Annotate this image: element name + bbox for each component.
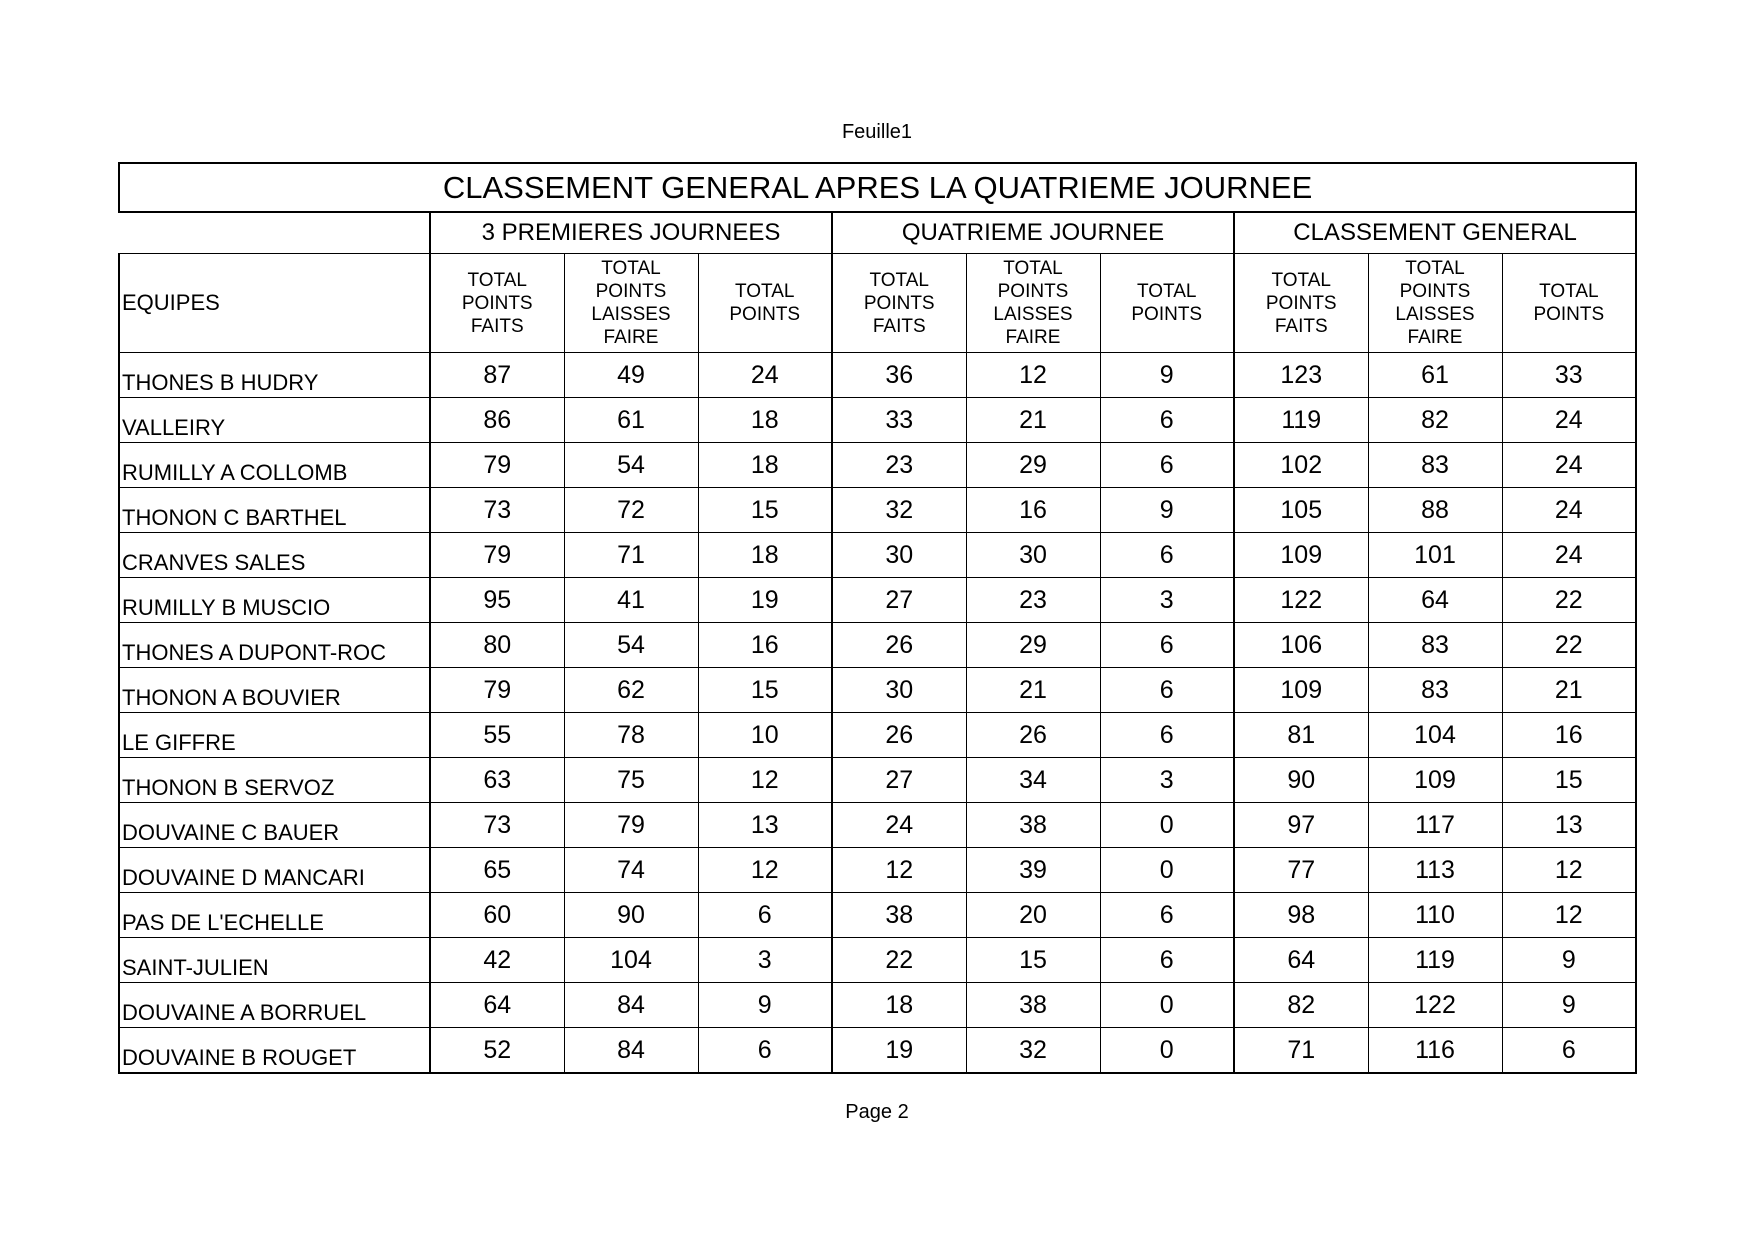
general-points-laisses: 61: [1368, 353, 1502, 398]
fourth-day-points-laisses: 23: [966, 578, 1100, 623]
fourth-day-total-points: 3: [1100, 578, 1234, 623]
general-points-laisses: 117: [1368, 803, 1502, 848]
table-row: [119, 1028, 1636, 1074]
first-days-total-points: 19: [698, 578, 832, 623]
general-total-points: 22: [1502, 623, 1636, 668]
general-points-faits: 119: [1234, 398, 1368, 443]
group-header-blank: [119, 212, 430, 254]
general-total-points: 13: [1502, 803, 1636, 848]
first-days-points-laisses: 75: [564, 758, 698, 803]
first-days-points-laisses: 84: [564, 983, 698, 1028]
column-header-line: TOTAL: [1003, 258, 1063, 279]
column-header-line: POINTS: [863, 292, 935, 314]
fourth-day-points-faits: 30: [832, 533, 966, 578]
general-points-laisses: 64: [1368, 578, 1502, 623]
first-days-points-laisses: 74: [564, 848, 698, 893]
fourth-day-points-faits: 36: [832, 353, 966, 398]
fourth-day-points-laisses: 21: [966, 668, 1100, 713]
fourth-day-total-points: 6: [1100, 668, 1234, 713]
general-points-faits: 123: [1234, 353, 1368, 398]
fourth-day-total-points: 0: [1100, 1028, 1234, 1074]
table-row: [119, 623, 1636, 668]
general-total-points: 24: [1502, 443, 1636, 488]
table-row: [119, 578, 1636, 623]
fourth-day-total-points: 9: [1100, 353, 1234, 398]
team-name: DOUVAINE B ROUGET: [119, 1028, 430, 1074]
table-row: [119, 938, 1636, 983]
first-days-total-points: 6: [698, 893, 832, 938]
group-header-general-ranking: CLASSEMENT GENERAL: [1234, 212, 1636, 254]
first-days-points-laisses: 104: [564, 938, 698, 983]
general-total-points: 12: [1502, 893, 1636, 938]
first-days-total-points: 24: [698, 353, 832, 398]
first-days-points-faits: 73: [430, 803, 564, 848]
first-days-points-laisses: 72: [564, 488, 698, 533]
fourth-day-points-faits: 26: [832, 623, 966, 668]
first-days-points-faits: 60: [430, 893, 564, 938]
fourth-day-total-points: 6: [1100, 623, 1234, 668]
column-header-line: POINTS: [1533, 304, 1605, 325]
fourth-day-total-points: 6: [1100, 938, 1234, 983]
table-row: [119, 443, 1636, 488]
first-days-total-points: 12: [698, 848, 832, 893]
total-points-header: [1502, 254, 1636, 353]
general-points-faits: 102: [1234, 443, 1368, 488]
first-days-points-faits: 73: [430, 488, 564, 533]
fourth-day-points-laisses: 15: [966, 938, 1100, 983]
general-total-points: 12: [1502, 848, 1636, 893]
fourth-day-total-points: 0: [1100, 848, 1234, 893]
general-total-points: 15: [1502, 758, 1636, 803]
column-header-line: LAISSES: [1395, 304, 1475, 325]
fourth-day-total-points: 6: [1100, 533, 1234, 578]
fourth-day-points-laisses: 38: [966, 803, 1100, 848]
first-days-points-faits: 64: [430, 983, 564, 1028]
general-total-points: 24: [1502, 488, 1636, 533]
first-days-points-laisses: 62: [564, 668, 698, 713]
standings-table: [118, 162, 1637, 1074]
page-number: Page 2: [845, 1101, 909, 1123]
general-points-faits: 105: [1234, 488, 1368, 533]
fourth-day-points-laisses: 29: [966, 443, 1100, 488]
group-header-fourth-day: QUATRIEME JOURNEE: [832, 212, 1234, 254]
general-total-points: 9: [1502, 983, 1636, 1028]
first-days-points-faits: 42: [430, 938, 564, 983]
table-title: CLASSEMENT GENERAL APRES LA QUATRIEME JOURNEE: [119, 163, 1636, 212]
general-points-laisses: 109: [1368, 758, 1502, 803]
team-name: DOUVAINE A BORRUEL: [119, 983, 430, 1028]
general-points-laisses: 110: [1368, 893, 1502, 938]
general-points-faits: 97: [1234, 803, 1368, 848]
table-row: [119, 758, 1636, 803]
column-header-line: FAITS: [470, 315, 524, 337]
fourth-day-points-faits: 32: [832, 488, 966, 533]
table-row: [119, 398, 1636, 443]
fourth-day-points-laisses: 34: [966, 758, 1100, 803]
fourth-day-total-points: 0: [1100, 803, 1234, 848]
first-days-total-points: 10: [698, 713, 832, 758]
team-name: DOUVAINE D MANCARI: [119, 848, 430, 893]
first-days-points-laisses: 90: [564, 893, 698, 938]
general-points-faits: 109: [1234, 668, 1368, 713]
team-name: THONES B HUDRY: [119, 353, 430, 398]
first-days-total-points: 6: [698, 1028, 832, 1074]
general-total-points: 6: [1502, 1028, 1636, 1074]
fourth-day-points-faits: 22: [832, 938, 966, 983]
column-header-line: POINTS: [461, 292, 533, 314]
fourth-day-points-laisses: 26: [966, 713, 1100, 758]
team-name: CRANVES SALES: [119, 533, 430, 578]
table-row: [119, 893, 1636, 938]
first-days-points-faits: 95: [430, 578, 564, 623]
general-points-laisses: 119: [1368, 938, 1502, 983]
general-points-laisses: 116: [1368, 1028, 1502, 1074]
table-row: [119, 713, 1636, 758]
first-days-total-points: 9: [698, 983, 832, 1028]
fourth-day-points-faits: 19: [832, 1028, 966, 1074]
fourth-day-points-faits: 33: [832, 398, 966, 443]
first-days-points-faits: 87: [430, 353, 564, 398]
team-name: DOUVAINE C BAUER: [119, 803, 430, 848]
team-name: THONON B SERVOZ: [119, 758, 430, 803]
team-name: VALLEIRY: [119, 398, 430, 443]
team-name: PAS DE L'ECHELLE: [119, 893, 430, 938]
first-days-points-laisses: 54: [564, 623, 698, 668]
fourth-day-total-points: 0: [1100, 983, 1234, 1028]
first-days-points-laisses: 79: [564, 803, 698, 848]
first-days-points-laisses: 49: [564, 353, 698, 398]
table-row: [119, 848, 1636, 893]
column-header-line: TOTAL: [1405, 258, 1465, 279]
first-days-points-faits: 63: [430, 758, 564, 803]
table-row: [119, 533, 1636, 578]
first-days-points-faits: 79: [430, 668, 564, 713]
first-days-total-points: 15: [698, 668, 832, 713]
general-total-points: 33: [1502, 353, 1636, 398]
fourth-day-points-laisses: 32: [966, 1028, 1100, 1074]
first-days-total-points: 16: [698, 623, 832, 668]
first-days-points-faits: 80: [430, 623, 564, 668]
team-name: LE GIFFRE: [119, 713, 430, 758]
first-days-points-faits: 79: [430, 443, 564, 488]
total-points-faits-header: [832, 254, 966, 353]
column-header-line: FAITS: [1274, 315, 1328, 337]
total-points-header: [698, 254, 832, 353]
total-points-faits-header: [1234, 254, 1368, 353]
fourth-day-total-points: 6: [1100, 443, 1234, 488]
first-days-total-points: 18: [698, 443, 832, 488]
column-header-line: POINTS: [1265, 292, 1337, 314]
general-points-faits: 77: [1234, 848, 1368, 893]
fourth-day-total-points: 6: [1100, 893, 1234, 938]
column-header-line: POINTS: [1399, 281, 1471, 302]
column-header-line: TOTAL: [1271, 269, 1331, 291]
total-points-faits-header: [430, 254, 564, 353]
general-points-laisses: 83: [1368, 443, 1502, 488]
fourth-day-total-points: 3: [1100, 758, 1234, 803]
general-total-points: 24: [1502, 533, 1636, 578]
column-header-line: TOTAL: [467, 269, 527, 291]
fourth-day-points-faits: 27: [832, 578, 966, 623]
general-points-laisses: 104: [1368, 713, 1502, 758]
general-total-points: 21: [1502, 668, 1636, 713]
fourth-day-points-faits: 27: [832, 758, 966, 803]
general-points-laisses: 122: [1368, 983, 1502, 1028]
column-header-line: FAIRE: [603, 327, 659, 348]
fourth-day-points-faits: 12: [832, 848, 966, 893]
first-days-points-laisses: 54: [564, 443, 698, 488]
first-days-total-points: 13: [698, 803, 832, 848]
general-points-laisses: 113: [1368, 848, 1502, 893]
column-header-line: LAISSES: [591, 304, 671, 325]
table-row: [119, 983, 1636, 1028]
general-total-points: 9: [1502, 938, 1636, 983]
general-points-faits: 71: [1234, 1028, 1368, 1074]
general-points-faits: 64: [1234, 938, 1368, 983]
column-header-line: POINTS: [595, 281, 667, 302]
fourth-day-points-faits: 23: [832, 443, 966, 488]
general-points-faits: 122: [1234, 578, 1368, 623]
general-points-laisses: 82: [1368, 398, 1502, 443]
total-points-header: [1100, 254, 1234, 353]
total-points-laisses-header: [1368, 254, 1502, 353]
first-days-points-faits: 65: [430, 848, 564, 893]
first-days-points-laisses: 78: [564, 713, 698, 758]
first-days-points-faits: 79: [430, 533, 564, 578]
team-name: THONON A BOUVIER: [119, 668, 430, 713]
general-total-points: 24: [1502, 398, 1636, 443]
fourth-day-points-laisses: 39: [966, 848, 1100, 893]
first-days-total-points: 18: [698, 533, 832, 578]
fourth-day-points-faits: 18: [832, 983, 966, 1028]
table-row: [119, 668, 1636, 713]
column-header-line: TOTAL: [1539, 281, 1599, 302]
column-header-line: FAITS: [872, 315, 926, 337]
total-points-laisses-header: [564, 254, 698, 353]
column-header-line: POINTS: [729, 304, 801, 325]
column-header-line: TOTAL: [601, 258, 661, 279]
general-points-faits: 109: [1234, 533, 1368, 578]
column-header-line: TOTAL: [1137, 281, 1197, 302]
fourth-day-total-points: 9: [1100, 488, 1234, 533]
fourth-day-points-laisses: 29: [966, 623, 1100, 668]
team-name: THONES A DUPONT-ROC: [119, 623, 430, 668]
column-header-line: TOTAL: [869, 269, 929, 291]
column-header-line: FAIRE: [1005, 327, 1061, 348]
general-points-faits: 106: [1234, 623, 1368, 668]
table-row: [119, 488, 1636, 533]
column-header-line: POINTS: [1131, 304, 1203, 325]
teams-column-header: EQUIPES: [119, 254, 430, 353]
fourth-day-points-laisses: 38: [966, 983, 1100, 1028]
team-name: SAINT-JULIEN: [119, 938, 430, 983]
first-days-points-faits: 55: [430, 713, 564, 758]
first-days-points-faits: 86: [430, 398, 564, 443]
column-header-line: POINTS: [997, 281, 1069, 302]
fourth-day-points-laisses: 30: [966, 533, 1100, 578]
general-points-faits: 98: [1234, 893, 1368, 938]
fourth-day-points-laisses: 21: [966, 398, 1100, 443]
general-points-faits: 81: [1234, 713, 1368, 758]
total-points-laisses-header: [966, 254, 1100, 353]
fourth-day-points-faits: 38: [832, 893, 966, 938]
column-header-line: TOTAL: [735, 281, 795, 302]
first-days-total-points: 12: [698, 758, 832, 803]
general-points-laisses: 101: [1368, 533, 1502, 578]
sheet-name: Feuille1: [841, 121, 913, 143]
column-header-line: LAISSES: [993, 304, 1073, 325]
first-days-points-faits: 52: [430, 1028, 564, 1074]
first-days-total-points: 18: [698, 398, 832, 443]
fourth-day-points-faits: 24: [832, 803, 966, 848]
general-points-faits: 82: [1234, 983, 1368, 1028]
first-days-points-laisses: 84: [564, 1028, 698, 1074]
table-row: [119, 803, 1636, 848]
fourth-day-points-laisses: 16: [966, 488, 1100, 533]
first-days-points-laisses: 61: [564, 398, 698, 443]
general-points-laisses: 88: [1368, 488, 1502, 533]
general-total-points: 16: [1502, 713, 1636, 758]
team-name: THONON C BARTHEL: [119, 488, 430, 533]
fourth-day-points-faits: 26: [832, 713, 966, 758]
general-points-laisses: 83: [1368, 623, 1502, 668]
table-row: [119, 353, 1636, 398]
team-name: RUMILLY A COLLOMB: [119, 443, 430, 488]
fourth-day-points-faits: 30: [832, 668, 966, 713]
general-total-points: 22: [1502, 578, 1636, 623]
fourth-day-total-points: 6: [1100, 713, 1234, 758]
first-days-total-points: 15: [698, 488, 832, 533]
fourth-day-points-laisses: 20: [966, 893, 1100, 938]
first-days-points-laisses: 71: [564, 533, 698, 578]
general-points-laisses: 83: [1368, 668, 1502, 713]
first-days-points-laisses: 41: [564, 578, 698, 623]
column-header-line: FAIRE: [1407, 327, 1463, 348]
team-name: RUMILLY B MUSCIO: [119, 578, 430, 623]
fourth-day-points-laisses: 12: [966, 353, 1100, 398]
fourth-day-total-points: 6: [1100, 398, 1234, 443]
first-days-total-points: 3: [698, 938, 832, 983]
group-header-first-three-days: 3 PREMIERES JOURNEES: [430, 212, 832, 254]
general-points-faits: 90: [1234, 758, 1368, 803]
